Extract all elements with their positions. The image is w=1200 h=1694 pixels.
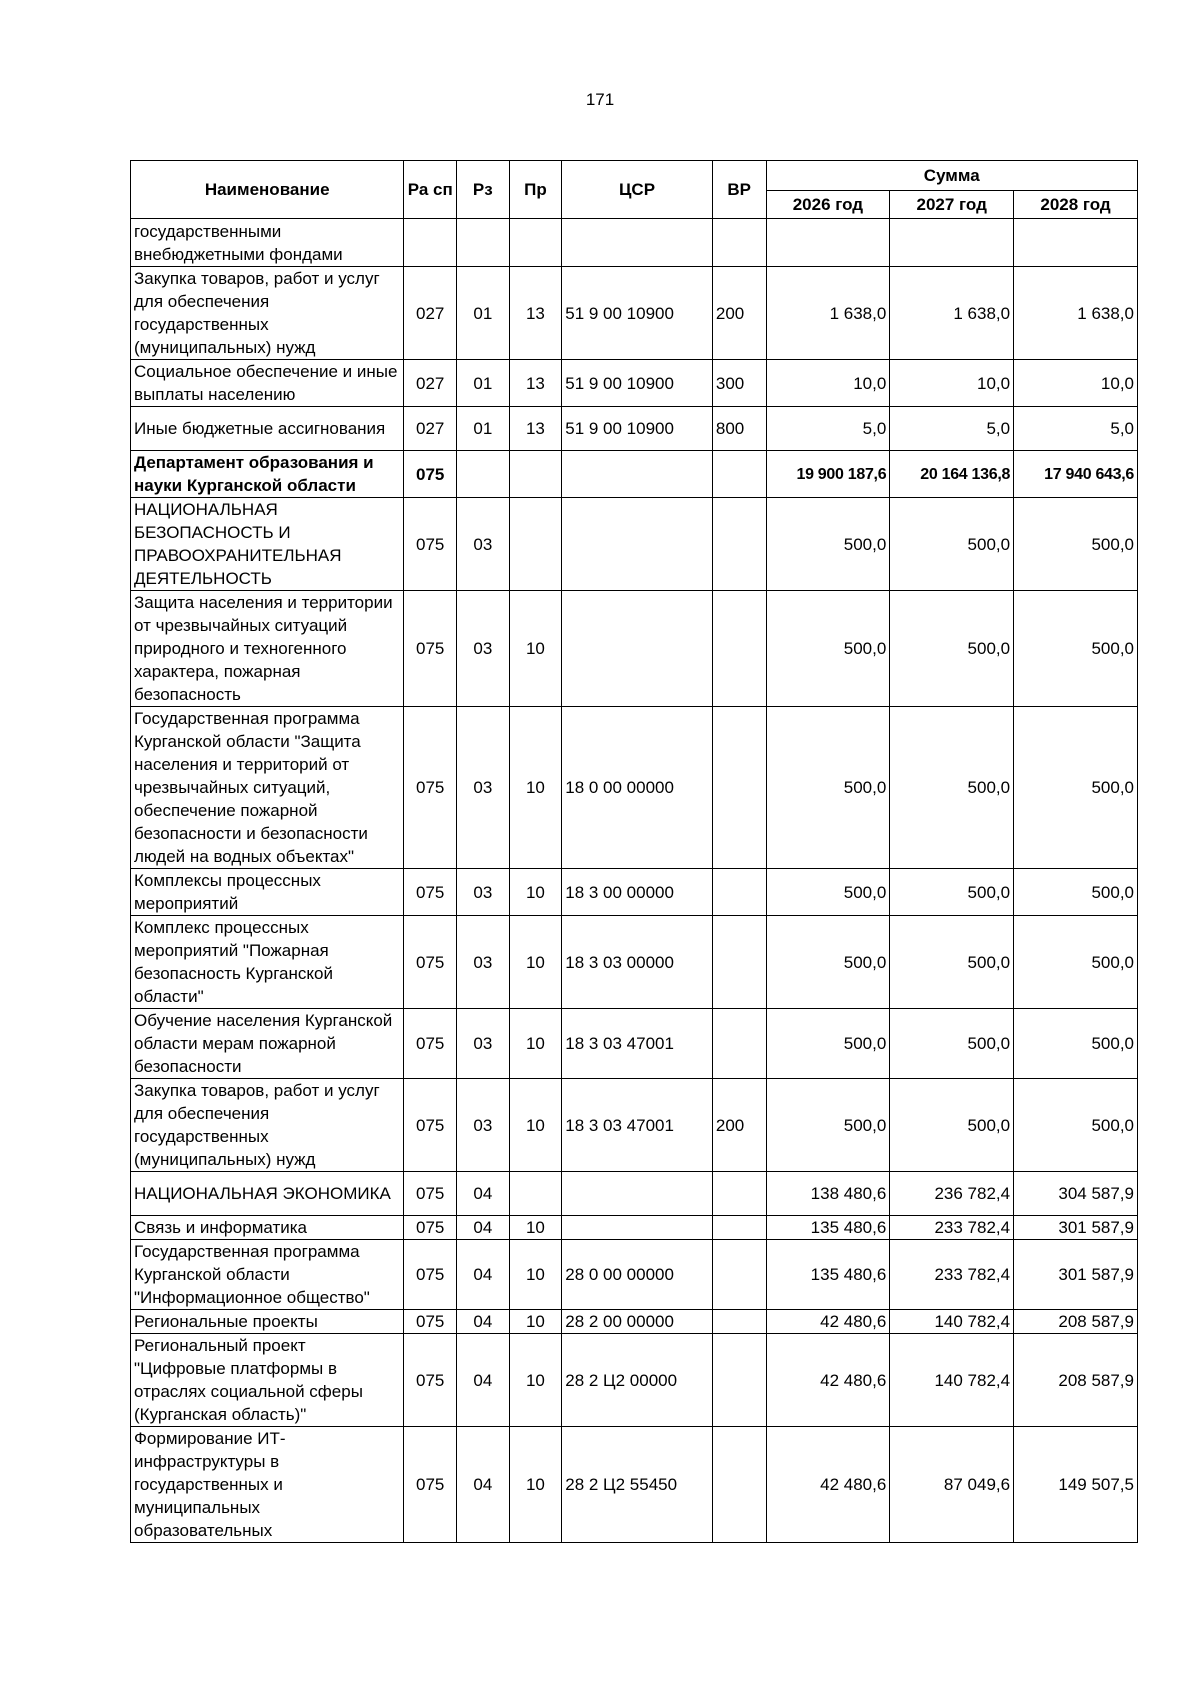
row-sum-2027 — [890, 219, 1014, 267]
row-vr — [712, 1310, 766, 1334]
row-csr: 28 2 00 00000 — [562, 1310, 713, 1334]
row-sum-2026: 500,0 — [766, 869, 890, 916]
row-sum-2026: 1 638,0 — [766, 267, 890, 360]
row-csr: 18 3 03 47001 — [562, 1009, 713, 1079]
row-sum-2028: 500,0 — [1014, 498, 1138, 591]
page-number: 171 — [585, 90, 615, 109]
row-rasp: 075 — [404, 1334, 457, 1427]
row-sum-2027: 140 782,4 — [890, 1334, 1014, 1427]
row-sum-2027: 500,0 — [890, 591, 1014, 707]
row-sum-2027: 233 782,4 — [890, 1240, 1014, 1310]
table-row — [131, 219, 1138, 267]
row-vr — [712, 498, 766, 591]
row-rz: 03 — [457, 498, 510, 591]
row-sum-2028: 17 940 643,6 — [1014, 451, 1138, 498]
row-pr: 10 — [509, 869, 562, 916]
row-sum-2026: 10,0 — [766, 360, 890, 407]
table-row — [131, 267, 1138, 360]
row-sum-2026: 135 480,6 — [766, 1216, 890, 1240]
row-vr: 200 — [712, 1079, 766, 1172]
row-name: Комплексы процессных мероприятий — [131, 869, 404, 916]
row-rz: 01 — [457, 360, 510, 407]
table-row — [131, 1009, 1138, 1079]
header-rasp: Ра сп — [404, 161, 457, 219]
row-sum-2027: 233 782,4 — [890, 1216, 1014, 1240]
header-rz: Рз — [457, 161, 510, 219]
row-sum-2026: 42 480,6 — [766, 1334, 890, 1427]
row-name: Государственная программа Курганской области "Информационное общество" — [131, 1240, 404, 1310]
row-csr — [562, 219, 713, 267]
row-csr: 18 3 00 00000 — [562, 869, 713, 916]
table-row — [131, 1172, 1138, 1216]
row-sum-2026: 500,0 — [766, 916, 890, 1009]
row-rz: 04 — [457, 1310, 510, 1334]
row-sum-2026: 500,0 — [766, 707, 890, 869]
row-csr — [562, 591, 713, 707]
row-pr: 13 — [509, 267, 562, 360]
row-rz: 04 — [457, 1240, 510, 1310]
row-vr — [712, 1009, 766, 1079]
row-name: Департамент образования и науки Курганской области — [131, 451, 404, 498]
row-sum-2028: 304 587,9 — [1014, 1172, 1138, 1216]
row-vr — [712, 869, 766, 916]
row-rz — [457, 451, 510, 498]
row-sum-2028: 500,0 — [1014, 869, 1138, 916]
row-pr: 10 — [509, 1216, 562, 1240]
row-rasp: 075 — [404, 869, 457, 916]
row-csr: 18 3 03 00000 — [562, 916, 713, 1009]
row-rasp: 075 — [404, 1009, 457, 1079]
row-vr — [712, 916, 766, 1009]
row-pr — [509, 1172, 562, 1216]
table-row — [131, 1427, 1138, 1543]
row-name: Иные бюджетные ассигнования — [131, 407, 404, 451]
row-rasp: 075 — [404, 707, 457, 869]
table-row — [131, 451, 1138, 498]
row-name: Социальное обеспечение и иные выплаты населению — [131, 360, 404, 407]
row-rasp: 075 — [404, 591, 457, 707]
table-row — [131, 1240, 1138, 1310]
row-vr — [712, 451, 766, 498]
budget-table — [130, 160, 1138, 1543]
row-name: Формирование ИТ-инфраструктуры в государственных и муниципальных образовательных — [131, 1427, 404, 1543]
row-sum-2028: 500,0 — [1014, 1009, 1138, 1079]
header-csr: ЦСР — [562, 161, 713, 219]
table-row — [131, 1216, 1138, 1240]
row-sum-2027: 5,0 — [890, 407, 1014, 451]
row-sum-2027: 500,0 — [890, 869, 1014, 916]
row-rasp: 075 — [404, 498, 457, 591]
row-rz: 03 — [457, 707, 510, 869]
row-sum-2028: 149 507,5 — [1014, 1427, 1138, 1543]
row-name: НАЦИОНАЛЬНАЯ БЕЗОПАСНОСТЬ И ПРАВООХРАНИТЕЛЬНАЯ ДЕЯТЕЛЬНОСТЬ — [131, 498, 404, 591]
row-name: Региональные проекты — [131, 1310, 404, 1334]
row-sum-2028 — [1014, 219, 1138, 267]
row-sum-2028: 208 587,9 — [1014, 1310, 1138, 1334]
row-sum-2027: 1 638,0 — [890, 267, 1014, 360]
row-sum-2027: 140 782,4 — [890, 1310, 1014, 1334]
row-name: Региональный проект "Цифровые платформы в отраслях социальной сферы (Курганская область)" — [131, 1334, 404, 1427]
row-vr — [712, 1427, 766, 1543]
row-sum-2026 — [766, 219, 890, 267]
row-sum-2028: 500,0 — [1014, 591, 1138, 707]
row-csr — [562, 1216, 713, 1240]
header-name: Наименование — [131, 161, 404, 219]
table-body — [131, 219, 1138, 1543]
row-rz: 01 — [457, 267, 510, 360]
row-csr: 28 0 00 00000 — [562, 1240, 713, 1310]
row-rasp: 027 — [404, 360, 457, 407]
row-pr: 13 — [509, 407, 562, 451]
table-row — [131, 707, 1138, 869]
row-rasp: 027 — [404, 267, 457, 360]
header-vr: ВР — [712, 161, 766, 219]
header-sum: Сумма — [766, 161, 1138, 191]
row-vr — [712, 1240, 766, 1310]
row-vr — [712, 1334, 766, 1427]
row-name: Комплекс процессных мероприятий "Пожарная безопасность Курганской области" — [131, 916, 404, 1009]
row-pr: 10 — [509, 1079, 562, 1172]
row-sum-2027: 500,0 — [890, 1079, 1014, 1172]
table-row — [131, 591, 1138, 707]
row-rz: 04 — [457, 1172, 510, 1216]
header-year-2028: 2028 год — [1014, 191, 1138, 219]
row-sum-2027: 500,0 — [890, 916, 1014, 1009]
row-sum-2027: 20 164 136,8 — [890, 451, 1014, 498]
row-csr: 18 0 00 00000 — [562, 707, 713, 869]
row-name: Закупка товаров, работ и услуг для обеспечения государственных (муниципальных) нужд — [131, 1079, 404, 1172]
row-csr: 28 2 Ц2 00000 — [562, 1334, 713, 1427]
row-rasp — [404, 219, 457, 267]
row-rasp: 075 — [404, 916, 457, 1009]
header-pr: Пр — [509, 161, 562, 219]
table-row — [131, 916, 1138, 1009]
row-name: Связь и информатика — [131, 1216, 404, 1240]
row-name: государственными внебюджетными фондами — [131, 219, 404, 267]
row-sum-2028: 301 587,9 — [1014, 1240, 1138, 1310]
row-vr — [712, 1172, 766, 1216]
table-row — [131, 1310, 1138, 1334]
row-sum-2027: 236 782,4 — [890, 1172, 1014, 1216]
row-rz — [457, 219, 510, 267]
row-vr — [712, 707, 766, 869]
row-name: Обучение населения Курганской области мерам пожарной безопасности — [131, 1009, 404, 1079]
table-row — [131, 498, 1138, 591]
row-rz: 03 — [457, 1079, 510, 1172]
header-year-2027: 2027 год — [890, 191, 1014, 219]
row-name: НАЦИОНАЛЬНАЯ ЭКОНОМИКА — [131, 1172, 404, 1216]
row-vr — [712, 219, 766, 267]
row-csr: 51 9 00 10900 — [562, 267, 713, 360]
table-row — [131, 1079, 1138, 1172]
row-csr: 51 9 00 10900 — [562, 360, 713, 407]
row-rz: 01 — [457, 407, 510, 451]
row-sum-2028: 500,0 — [1014, 1079, 1138, 1172]
header-year-2026: 2026 год — [766, 191, 890, 219]
row-rz: 03 — [457, 591, 510, 707]
row-vr: 800 — [712, 407, 766, 451]
row-sum-2028: 208 587,9 — [1014, 1334, 1138, 1427]
row-csr — [562, 451, 713, 498]
row-rasp: 075 — [404, 1216, 457, 1240]
row-rz: 04 — [457, 1427, 510, 1543]
row-pr — [509, 498, 562, 591]
row-rz: 04 — [457, 1216, 510, 1240]
row-sum-2026: 42 480,6 — [766, 1427, 890, 1543]
row-sum-2026: 5,0 — [766, 407, 890, 451]
row-pr: 10 — [509, 707, 562, 869]
row-pr: 10 — [509, 1009, 562, 1079]
row-pr — [509, 219, 562, 267]
table-row — [131, 869, 1138, 916]
row-pr: 10 — [509, 1334, 562, 1427]
row-rasp: 075 — [404, 1427, 457, 1543]
row-sum-2028: 500,0 — [1014, 707, 1138, 869]
row-sum-2026: 500,0 — [766, 1079, 890, 1172]
row-pr: 10 — [509, 916, 562, 1009]
row-sum-2026: 500,0 — [766, 498, 890, 591]
row-rasp: 027 — [404, 407, 457, 451]
table-row — [131, 1334, 1138, 1427]
row-sum-2026: 42 480,6 — [766, 1310, 890, 1334]
row-csr — [562, 1172, 713, 1216]
row-pr: 13 — [509, 360, 562, 407]
row-sum-2028: 10,0 — [1014, 360, 1138, 407]
row-rz: 04 — [457, 1334, 510, 1427]
row-vr — [712, 591, 766, 707]
table-row — [131, 407, 1138, 451]
row-rasp: 075 — [404, 1079, 457, 1172]
row-pr: 10 — [509, 591, 562, 707]
row-pr — [509, 451, 562, 498]
table-row — [131, 360, 1138, 407]
row-sum-2026: 135 480,6 — [766, 1240, 890, 1310]
row-rz: 03 — [457, 916, 510, 1009]
row-sum-2027: 10,0 — [890, 360, 1014, 407]
row-sum-2027: 500,0 — [890, 707, 1014, 869]
row-csr: 18 3 03 47001 — [562, 1079, 713, 1172]
row-pr: 10 — [509, 1427, 562, 1543]
row-sum-2026: 138 480,6 — [766, 1172, 890, 1216]
row-pr: 10 — [509, 1240, 562, 1310]
row-csr: 28 2 Ц2 55450 — [562, 1427, 713, 1543]
row-sum-2028: 1 638,0 — [1014, 267, 1138, 360]
row-csr: 51 9 00 10900 — [562, 407, 713, 451]
row-vr — [712, 1216, 766, 1240]
row-sum-2027: 87 049,6 — [890, 1427, 1014, 1543]
row-rasp: 075 — [404, 1172, 457, 1216]
row-rz: 03 — [457, 869, 510, 916]
row-rasp: 075 — [404, 451, 457, 498]
row-rasp: 075 — [404, 1310, 457, 1334]
row-sum-2028: 5,0 — [1014, 407, 1138, 451]
row-sum-2026: 500,0 — [766, 1009, 890, 1079]
row-vr: 300 — [712, 360, 766, 407]
row-rz: 03 — [457, 1009, 510, 1079]
row-vr: 200 — [712, 267, 766, 360]
row-name: Закупка товаров, работ и услуг для обеспечения государственных (муниципальных) нужд — [131, 267, 404, 360]
row-sum-2028: 500,0 — [1014, 916, 1138, 1009]
row-sum-2026: 500,0 — [766, 591, 890, 707]
row-csr — [562, 498, 713, 591]
row-sum-2026: 19 900 187,6 — [766, 451, 890, 498]
row-pr: 10 — [509, 1310, 562, 1334]
row-sum-2028: 301 587,9 — [1014, 1216, 1138, 1240]
row-name: Государственная программа Курганской области "Защита населения и территорий от чрезвычайных ситуаций, обеспечение пожарной безопасности и безопасности людей на водных объектах" — [131, 707, 404, 869]
row-name: Защита населения и территории от чрезвычайных ситуаций природного и техногенного характера, пожарная безопасность — [131, 591, 404, 707]
row-sum-2027: 500,0 — [890, 498, 1014, 591]
row-rasp: 075 — [404, 1240, 457, 1310]
row-sum-2027: 500,0 — [890, 1009, 1014, 1079]
